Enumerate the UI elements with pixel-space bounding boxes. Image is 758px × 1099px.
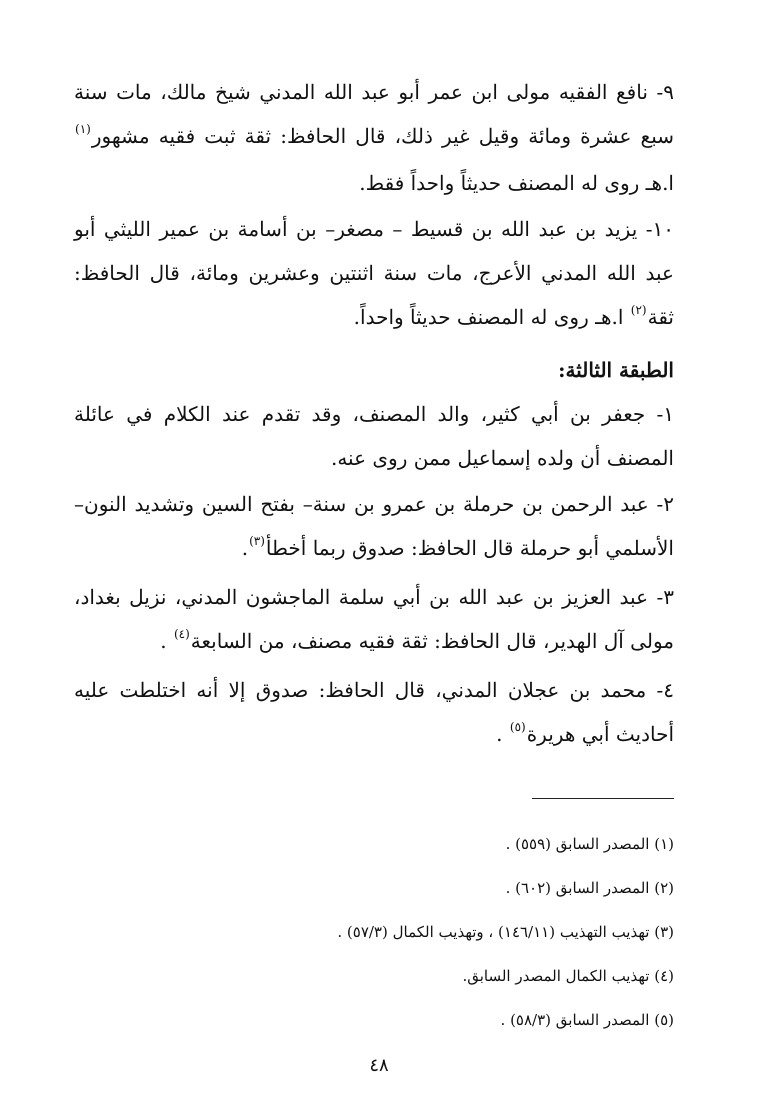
entry-text: محمد بن عجلان المدني، قال الحافظ: صدوق إلا أنه اختلطت عليه أحاديث أبي هريرة — [74, 678, 674, 746]
entry-text: عبد العزيز بن عبد الله بن أبي سلمة الماجشون المدني، نزيل بغداد، مولى آل الهدير، قال الحافظ: ثقة فقيه مصنف، من السابعة — [74, 585, 674, 653]
entry-number: ٣- — [656, 585, 674, 609]
entry-number: ١٠- — [645, 217, 674, 241]
footnote-reference: (١) — [75, 122, 91, 136]
biography-entry — [74, 392, 674, 480]
footnote: (١) المصدر السابق (٥٥٩) . — [505, 835, 674, 853]
entries-top — [74, 70, 674, 342]
entry-text: يزيد بن عبد الله بن قسيط – مصغر– بن أسامة بن عمير الليثي أبو عبد الله المدني الأعرج، مات سنة اثنتين وعشرين ومائة، قال الحافظ: ثقة — [74, 217, 674, 329]
footnote-reference: (٣) — [249, 534, 265, 548]
footnote-reference: (٢) — [630, 303, 647, 317]
footnote: (٣) تهذيب التهذيب (١٤٦/١١) ، وتهذيب الكمال (٥٧/٣) . — [337, 923, 674, 941]
footnote-separator — [532, 798, 674, 799]
entry-text: . — [241, 536, 249, 560]
biography-entry — [74, 207, 674, 342]
footnote-reference: (٤) — [173, 627, 190, 641]
entry-number: ١- — [656, 402, 674, 426]
section-heading: الطبقة الثالثة: — [558, 358, 674, 382]
entry-text: . — [496, 722, 509, 746]
entry-text: نافع الفقيه مولى ابن عمر أبو عبد الله المدني شيخ مالك، مات سنة سبع عشرة ومائة وقيل غير ذلك، قال الحافظ: ثقة ثبت فقيه مشهور — [74, 80, 674, 148]
biography-entry — [74, 70, 674, 205]
footnote-reference: (٥) — [509, 720, 526, 734]
entry-number: ٤- — [656, 678, 674, 702]
biography-entry — [74, 575, 674, 666]
entry-number: ٢- — [656, 492, 674, 516]
footnote: (٤) تهذيب الكمال المصدر السابق. — [462, 967, 674, 985]
entry-text: ا.هـ روى له المصنف حديثاً واحداً فقط. — [359, 171, 674, 195]
entry-text: ا.هـ روى له المصنف حديثاً واحداً. — [353, 305, 630, 329]
entry-text: جعفر بن أبي كثير، والد المصنف، وقد تقدم عند الكلام في عائلة المصنف أن ولده إسماعيل ممن روى عنه. — [74, 402, 674, 470]
page-number: ٤٨ — [369, 1055, 389, 1076]
footnotes — [74, 822, 674, 1042]
biography-entry — [74, 668, 674, 759]
biography-entry — [74, 482, 674, 573]
entry-text: عبد الرحمن بن حرملة بن عمرو بن سنة– بفتح السين وتشديد النون– الأسلمي أبو حرملة قال الحافظ: صدوق ربما أخطأ — [74, 492, 674, 560]
entry-text: . — [160, 629, 173, 653]
entries-bottom — [74, 392, 674, 759]
footnote: (٢) المصدر السابق (٦٠٢) . — [505, 879, 674, 897]
entry-number: ٩- — [656, 80, 674, 104]
footnote: (٥) المصدر السابق (٥٨/٣) . — [500, 1011, 674, 1029]
